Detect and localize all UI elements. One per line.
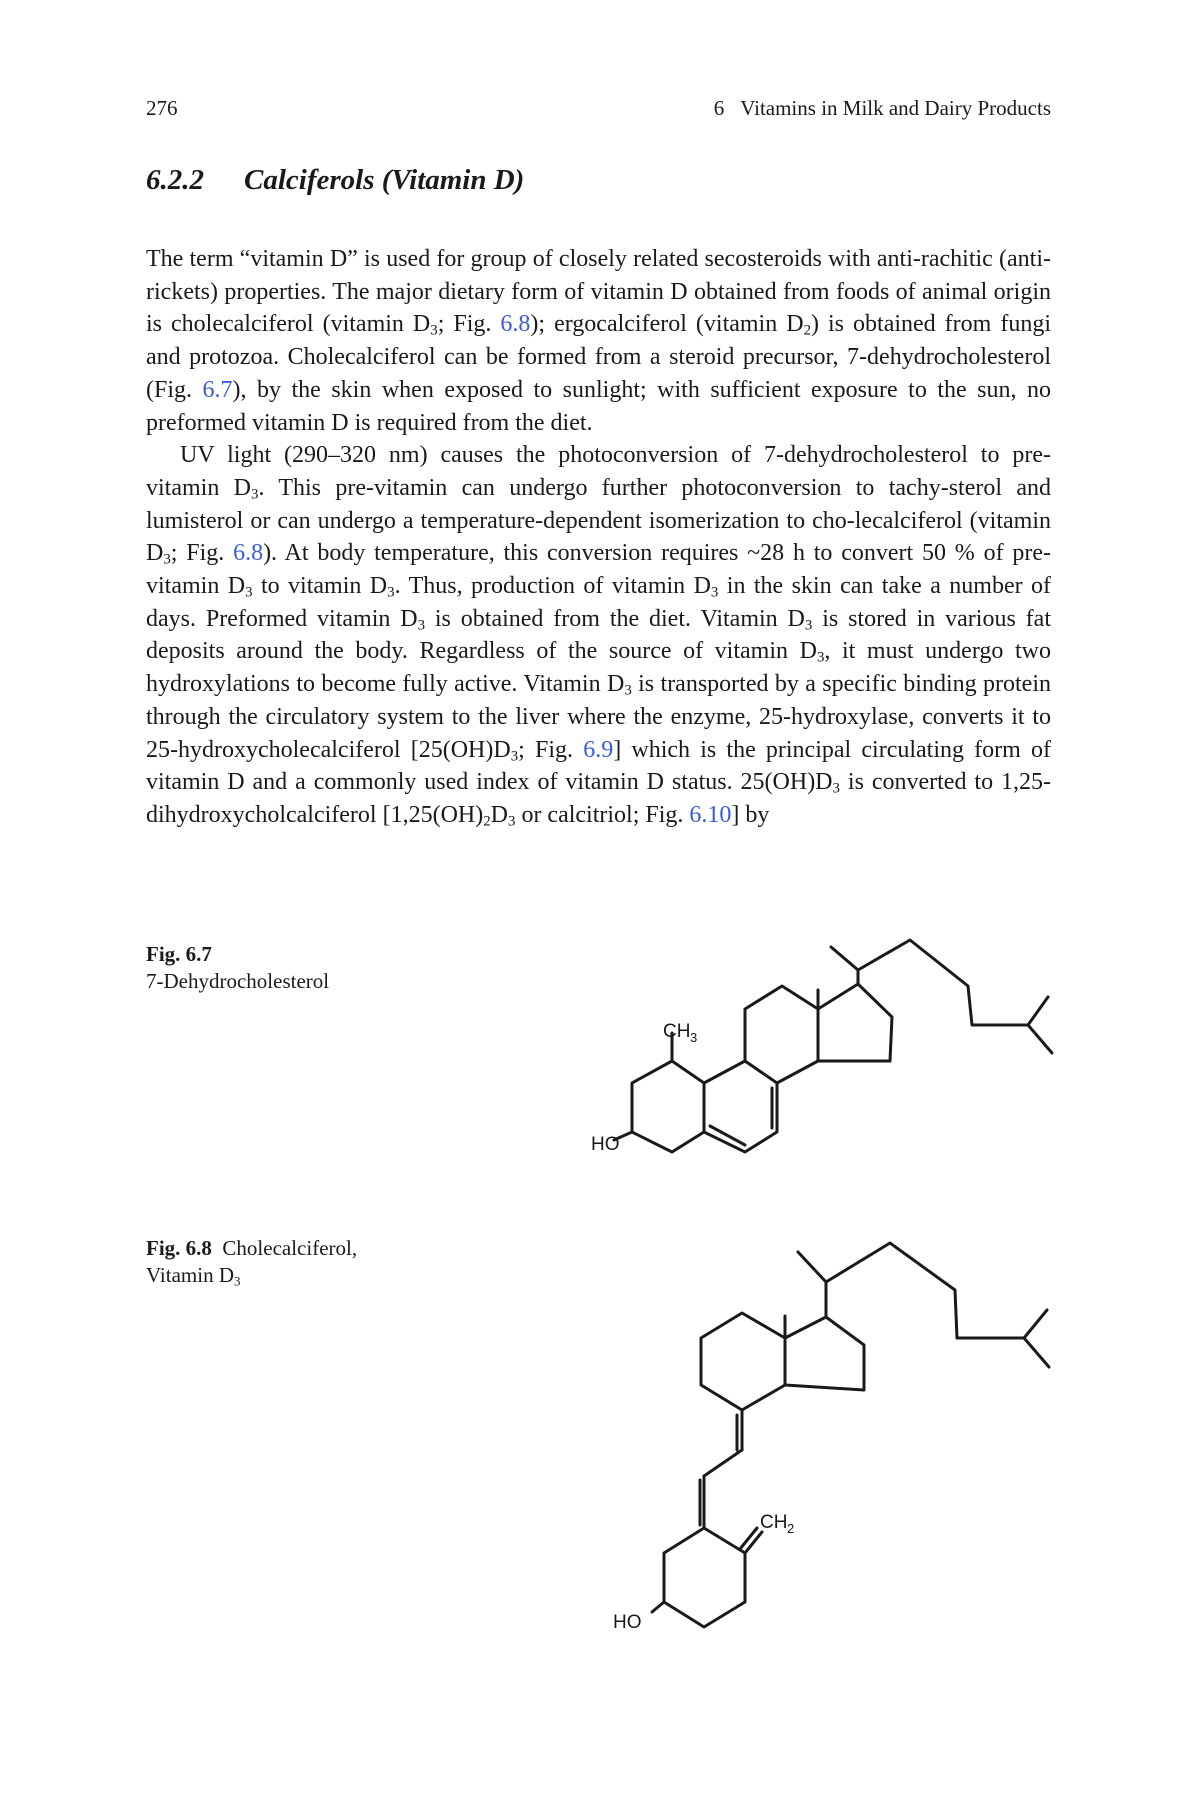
svg-text:CH: CH [760, 1512, 788, 1533]
text-run: D [490, 801, 508, 828]
text-run: ); ergocalciferol (vitamin D [530, 311, 804, 338]
subscript: 3 [816, 650, 825, 667]
figure-link[interactable]: 6.9 [583, 736, 614, 763]
figure-link[interactable]: 6.8 [500, 311, 531, 338]
figure-link[interactable]: 6.10 [689, 801, 732, 828]
text-run: ) is obtained from fungi and protozoa. Cholecalciferol can be formed from a steroid precursor, 7-dehydrocholesterol (Fig. [146, 311, 1052, 403]
figure-caption-text: Cholecalciferol, [222, 1236, 358, 1260]
subscript: 3 [624, 682, 632, 699]
subscript: 3 [804, 617, 813, 634]
text-run: is transported by a specific binding protein through the circulatory system to the liver where the enzyme, 25-hydroxylase, converts it to 25-hydroxycholecalciferol [25(OH)D [146, 671, 1051, 763]
text-run: is obtained from the diet. Vitamin D [425, 605, 805, 632]
subscript: 3 [245, 584, 253, 601]
atom-label-hydroxyl: HO [613, 1612, 642, 1633]
figure-label: Fig. 6.8 [146, 1236, 212, 1260]
figure-caption-text: Vitamin D [146, 1263, 234, 1287]
text-run: is converted to 1,25-dihydroxycholcalciferol [1,25(OH) [146, 769, 1051, 828]
subscript: 2 [803, 323, 812, 340]
text-run: ), by the skin when exposed to sunlight; with sufficient exposure to the sun, no preformed vitamin D is required from the diet. [146, 376, 1051, 436]
subscript: 3 [508, 813, 516, 830]
subscript: 3 [417, 617, 426, 634]
text-run: UV light (290–320 nm) causes the photoconversion of 7-dehydrocholesterol to pre-vitamin D [146, 442, 1051, 501]
text-run: ). At body temperature, this conversion requires ~28 h to convert 50 % of pre-vitamin D [146, 540, 1051, 600]
chapter-title: Vitamins in Milk and Dairy Products [740, 96, 1051, 120]
text-run: ; Fig. [170, 540, 234, 567]
text-run: ; Fig. [437, 311, 501, 338]
figure-link[interactable]: 6.8 [233, 540, 264, 567]
svg-text:CH: CH [663, 1021, 691, 1042]
figure-caption-text: 7-Dehydrocholesterol [146, 969, 330, 993]
text-run: The term “vitamin D” is used for group of closely related secosteroids with anti-rachitic (anti-rickets) properties. The major dietary form of vitamin D obtained from foods of animal origin is cholecalciferol (vitamin D [146, 246, 1051, 338]
figure-link[interactable]: 6.7 [202, 376, 233, 403]
svg-text:3: 3 [690, 1030, 698, 1045]
text-run: ; Fig. [518, 736, 584, 763]
subscript: 3 [510, 748, 519, 765]
text-run: . This pre-vitamin can undergo further photoconversion to tachy-sterol and lumisterol or can undergo a temperature-dependent isomerization to cho-lecalciferol (vitamin D [146, 474, 1052, 567]
section-number: 6.2.2 [146, 164, 204, 196]
atom-label-methylene [760, 1512, 794, 1536]
subscript: 3 [710, 584, 719, 601]
text-run: is stored in various fat deposits around the body. Regardless of the source of vitamin D [146, 605, 1051, 665]
text-run: ] by [731, 801, 770, 828]
subscript: 3 [430, 323, 438, 340]
chapter-number: 6 [713, 96, 725, 120]
atom-label-hydroxyl: HO [591, 1134, 620, 1155]
section-title: Calciferols (Vitamin D) [244, 164, 525, 196]
text-run: . Thus, production of vitamin D [394, 573, 711, 600]
subscript: 3 [832, 780, 840, 797]
text-run: , it must undergo two hydroxylations to become fully active. Vitamin D [146, 638, 1051, 698]
subscript: 3 [233, 1273, 241, 1289]
text-run: in the skin can take a number of days. Preformed vitamin D [146, 573, 1052, 632]
subscript: 3 [387, 584, 395, 601]
svg-text:2: 2 [787, 1521, 795, 1536]
molecule-bonds [652, 1243, 1049, 1627]
page-number: 276 [146, 96, 178, 120]
text-run: or calcitriol; Fig. [515, 801, 690, 828]
subscript: 3 [163, 552, 171, 569]
subscript: 3 [251, 486, 259, 503]
text-run: ] which is the principal circulating form of vitamin D and a commonly used index of vitamin D status. 25(OH)D [146, 736, 1051, 796]
figure-label: Fig. 6.7 [146, 942, 212, 966]
text-run: to vitamin D [252, 573, 388, 600]
subscript: 2 [483, 813, 491, 830]
